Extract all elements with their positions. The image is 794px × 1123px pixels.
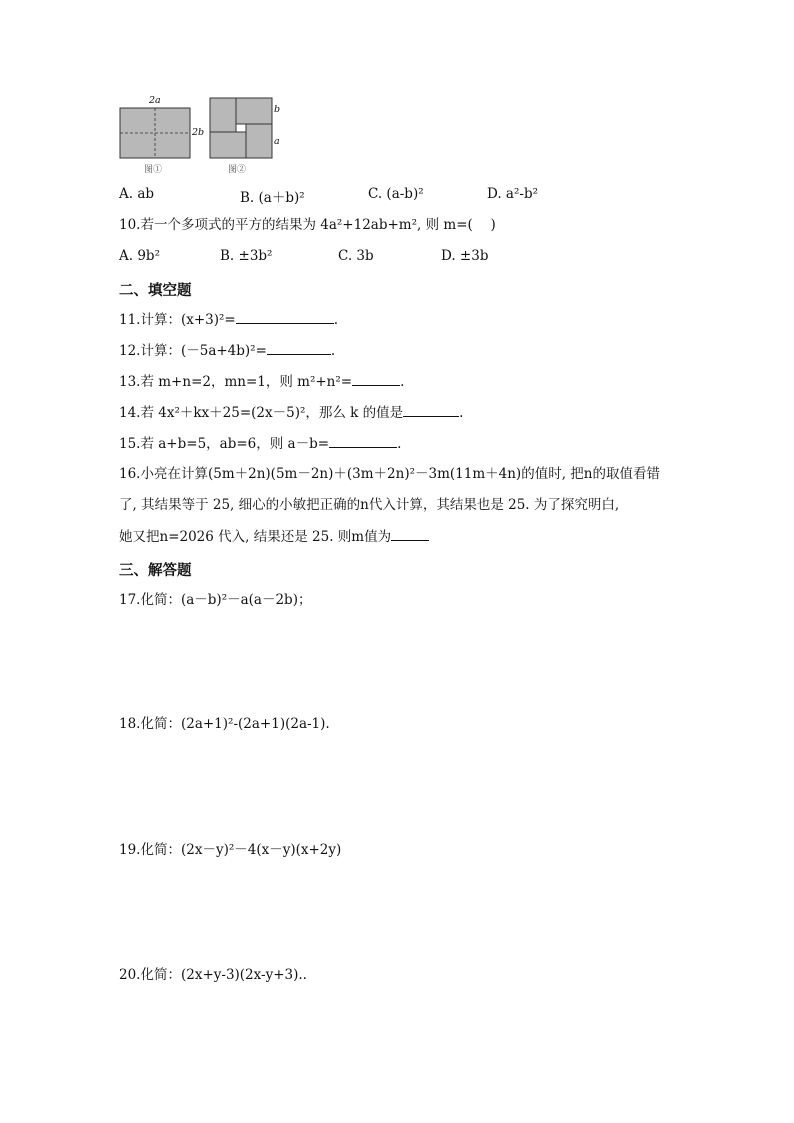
q9-option-a: A. ab — [119, 186, 155, 202]
q12-blank[interactable] — [267, 341, 331, 355]
q15-period: . — [397, 436, 402, 452]
q17: 17.化简：(a－b)²－a(a－2b)； — [119, 592, 312, 608]
q10-option-c: C. 3b — [338, 248, 374, 264]
q10-option-d: D. ±3b — [441, 248, 489, 264]
q11-text: 11.计算：(x+3)²= — [119, 312, 236, 328]
q15 — [119, 434, 401, 453]
fig1-top-label: 2a — [149, 95, 161, 106]
q14 — [119, 403, 463, 422]
q13 — [119, 372, 404, 391]
section-fill-in-title: 二、填空题 — [119, 283, 192, 299]
q10-option-b: B. ±3b² — [220, 248, 273, 264]
q9-option-c: C. (a-b)² — [368, 186, 424, 202]
section-answer-title: 三、解答题 — [119, 563, 192, 579]
q12-period: . — [330, 343, 336, 359]
q16-line-2: 了, 其结果等于 25, 细心的小敏把正确的n代入计算，其结果也是 25. 为了探究明白, — [119, 497, 620, 513]
q19: 19.化简：(2x－y)²－4(x－y)(x+2y) — [119, 842, 342, 858]
q16-blank[interactable] — [391, 527, 429, 541]
fig1-caption: 图① — [144, 165, 163, 175]
q11-period: . — [333, 312, 339, 328]
q13-text: 13.若 m+n=2，mn=1，则 m²+n²= — [119, 374, 353, 390]
q16-line-3 — [119, 527, 429, 546]
q14-blank[interactable] — [403, 403, 459, 417]
q12-text: 12.计算：(－5a+4b)²= — [119, 343, 267, 359]
q16-text-3: 她又把n=2026 代入, 结果还是 25. 则m值为 — [119, 529, 392, 545]
fig2-caption: 图② — [228, 165, 247, 175]
q15-text: 15.若 a+b=5，ab=6，则 a－b= — [119, 436, 330, 452]
q10-stem: 10.若一个多项式的平方的结果为 4a²+12ab+m², 则 m=( ) — [119, 217, 496, 233]
q11-blank[interactable] — [236, 310, 334, 324]
q14-text: 14.若 4x²＋kx＋25=(2x－5)²，那么 k 的值是 — [119, 405, 404, 421]
q13-period: . — [400, 374, 405, 390]
figure-1 — [116, 94, 208, 176]
q20: 20.化简：(2x+y-3)(2x-y+3).. — [119, 967, 307, 983]
fig2-a-label: a — [274, 136, 280, 147]
q14-period: . — [459, 405, 464, 421]
q11 — [119, 310, 338, 329]
q9-option-b: B. (a＋b)² — [240, 190, 305, 206]
q10-option-a: A. 9b² — [119, 248, 160, 264]
q18: 18.化简：(2a+1)²-(2a+1)(2a-1). — [119, 716, 330, 732]
figure-2 — [206, 94, 290, 176]
q12 — [119, 341, 335, 360]
fig1-side-label: 2b — [192, 127, 205, 138]
q15-blank[interactable] — [329, 434, 397, 448]
q9-option-d: D. a²-b² — [487, 186, 539, 202]
fig2-b-label: b — [274, 104, 281, 115]
q13-blank[interactable] — [352, 372, 400, 386]
q16-line-1: 16.小亮在计算(5m＋2n)(5m－2n)＋(3m＋2n)²－3m(11m＋4n)的值时, 把n的取值看错 — [119, 466, 660, 482]
